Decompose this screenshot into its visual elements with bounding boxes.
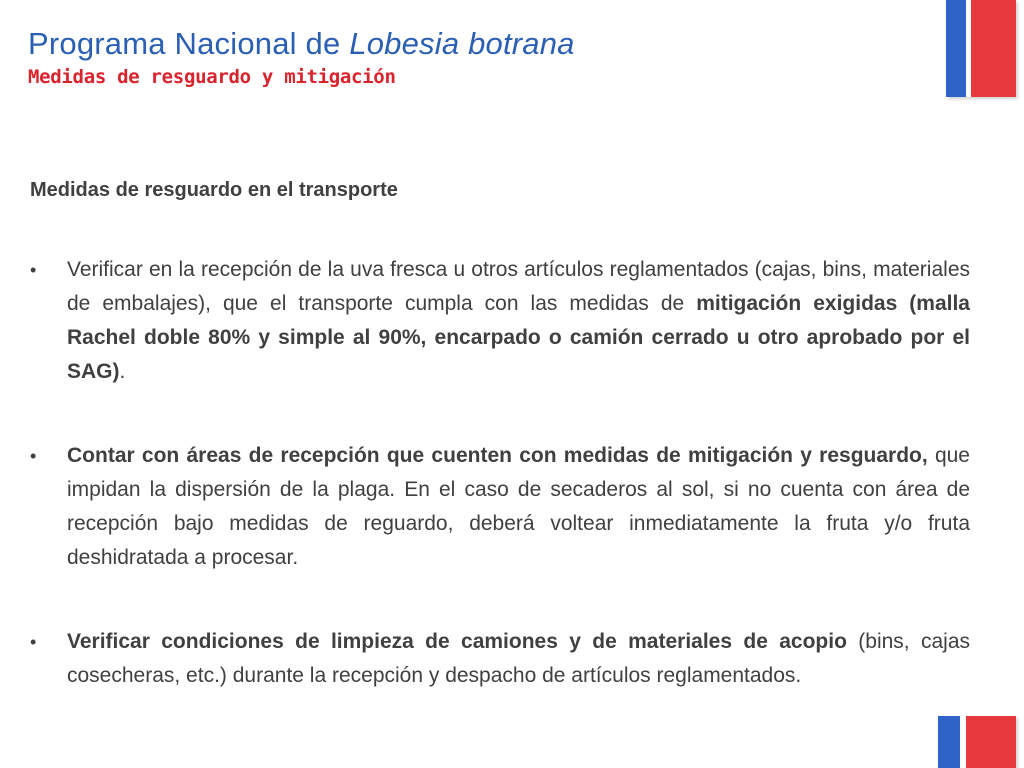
bullet-icon: • <box>30 260 37 280</box>
slide-subtitle: Medidas de resguardo y mitigación <box>28 66 396 88</box>
bullet-icon: • <box>30 446 37 466</box>
bullet-text-bold: mitigación exigidas (malla Rachel doble 80% y simple al 90%, encarpado o camión cerrado u otro aprobado por el SAG) <box>67 292 970 383</box>
chile-flag-logo-bottom <box>938 716 1016 768</box>
slide-title <box>28 26 575 62</box>
bullet-text-bold: Contar con áreas de recepción que cuenten con medidas de mitigación y resguardo, <box>67 444 928 467</box>
bullet-item <box>30 625 970 693</box>
bullet-text: Verificar en la recepción de la uva fresca u otros artículos reglamentados (cajas, bins, materiales de embalajes), que el transporte cumpla con las medidas de <box>67 258 970 315</box>
bullet-text: (bins, cajas cosecheras, etc.) durante la recepción y despacho de artículos reglamentados. <box>67 630 970 687</box>
bullet-item <box>30 253 970 389</box>
bullet-icon: • <box>30 632 37 652</box>
bullet-text: que impidan la dispersión de la plaga. En el caso de secaderos al sol, si no cuenta con área de recepción bajo medidas de reguardo, deberá voltear inmediatamente la fruta y/o fruta deshidratada a procesar. <box>67 444 970 569</box>
section-heading: Medidas de resguardo en el transporte <box>30 179 398 201</box>
bullet-item <box>30 439 970 575</box>
title-species: Lobesia botrana <box>349 26 575 61</box>
bullet-text-bold: Verificar condiciones de limpieza de camiones y de materiales de acopio <box>67 630 847 653</box>
flag-red-stripe <box>966 716 1016 768</box>
flag-blue-stripe <box>946 0 966 97</box>
flag-red-stripe <box>971 0 1016 97</box>
flag-blue-stripe <box>938 716 960 768</box>
title-prefix: Programa Nacional de <box>28 26 350 61</box>
bullet-list <box>30 253 970 693</box>
chile-flag-logo-top <box>946 0 1016 97</box>
bullet-text: . <box>119 360 126 383</box>
